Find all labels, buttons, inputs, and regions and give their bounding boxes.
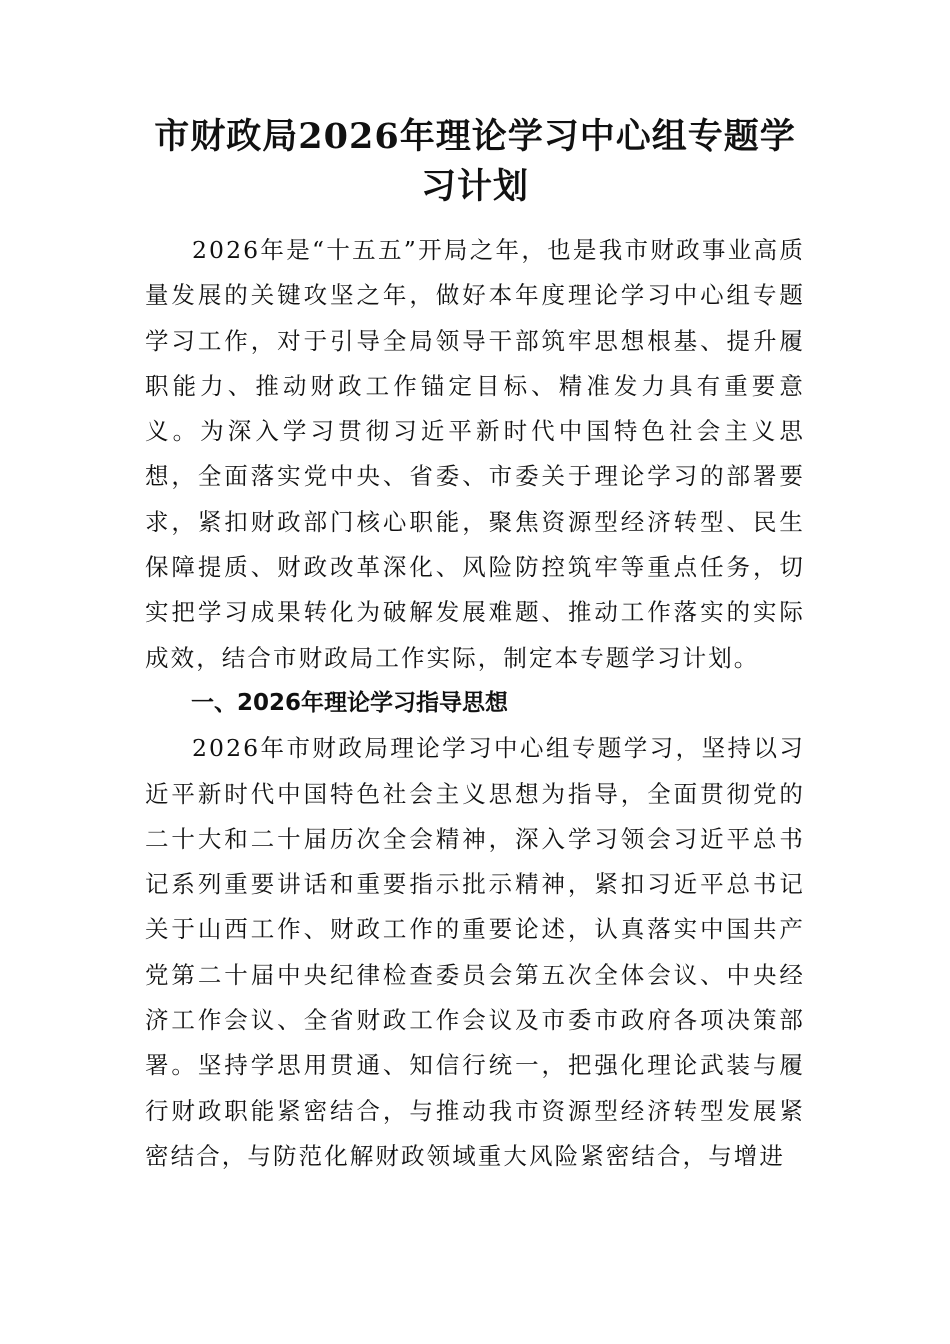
document-body (145, 228, 805, 1179)
document-title: 市财政局2026年理论学习中心组专题学习计划 (154, 116, 796, 207)
intro-paragraph: 2026年是“十五五”开局之年，也是我市财政事业高质量发展的关键攻坚之年，做好本年度理论学习中心组专题学习工作，对于引导全局领导干部筑牢思想根基、提升履职能力、推动财政工作锚定目标、精准发力具有重要意义。为深入学习贯彻习近平新时代中国特色社会主义思想，全面落实党中央、省委、市委关于理论学习的部署要求，紧扣财政部门核心职能，聚焦资源型经济转型、民生保障提质、财政改革深化、风险防控筑牢等重点任务，切实把学习成果转化为破解发展难题、推动工作落实的实际成效，结合市财政局工作实际，制定本专题学习计划。 (145, 236, 805, 672)
section-1-paragraph: 2026年市财政局理论学习中心组专题学习，坚持以习近平新时代中国特色社会主义思想为指导，全面贯彻党的二十大和二十届历次全会精神，深入学习领会习近平总书记系列重要讲话和重要指示批示精神，紧扣习近平总书记关于山西工作、财政工作的重要论述，认真落实中国共产党第二十届中央纪律检查委员会第五次全体会议、中央经济工作会议、全省财政工作会议及市委市政府各项决策部署。坚持学思用贯通、知信行统一，把强化理论武装与履行财政职能紧密结合，与推动我市资源型经济转型发展紧密结合，与防范化解财政领域重大风险紧密结合，与增进 (145, 734, 805, 1170)
section-1-heading: 一、2026年理论学习指导思想 (191, 689, 509, 716)
